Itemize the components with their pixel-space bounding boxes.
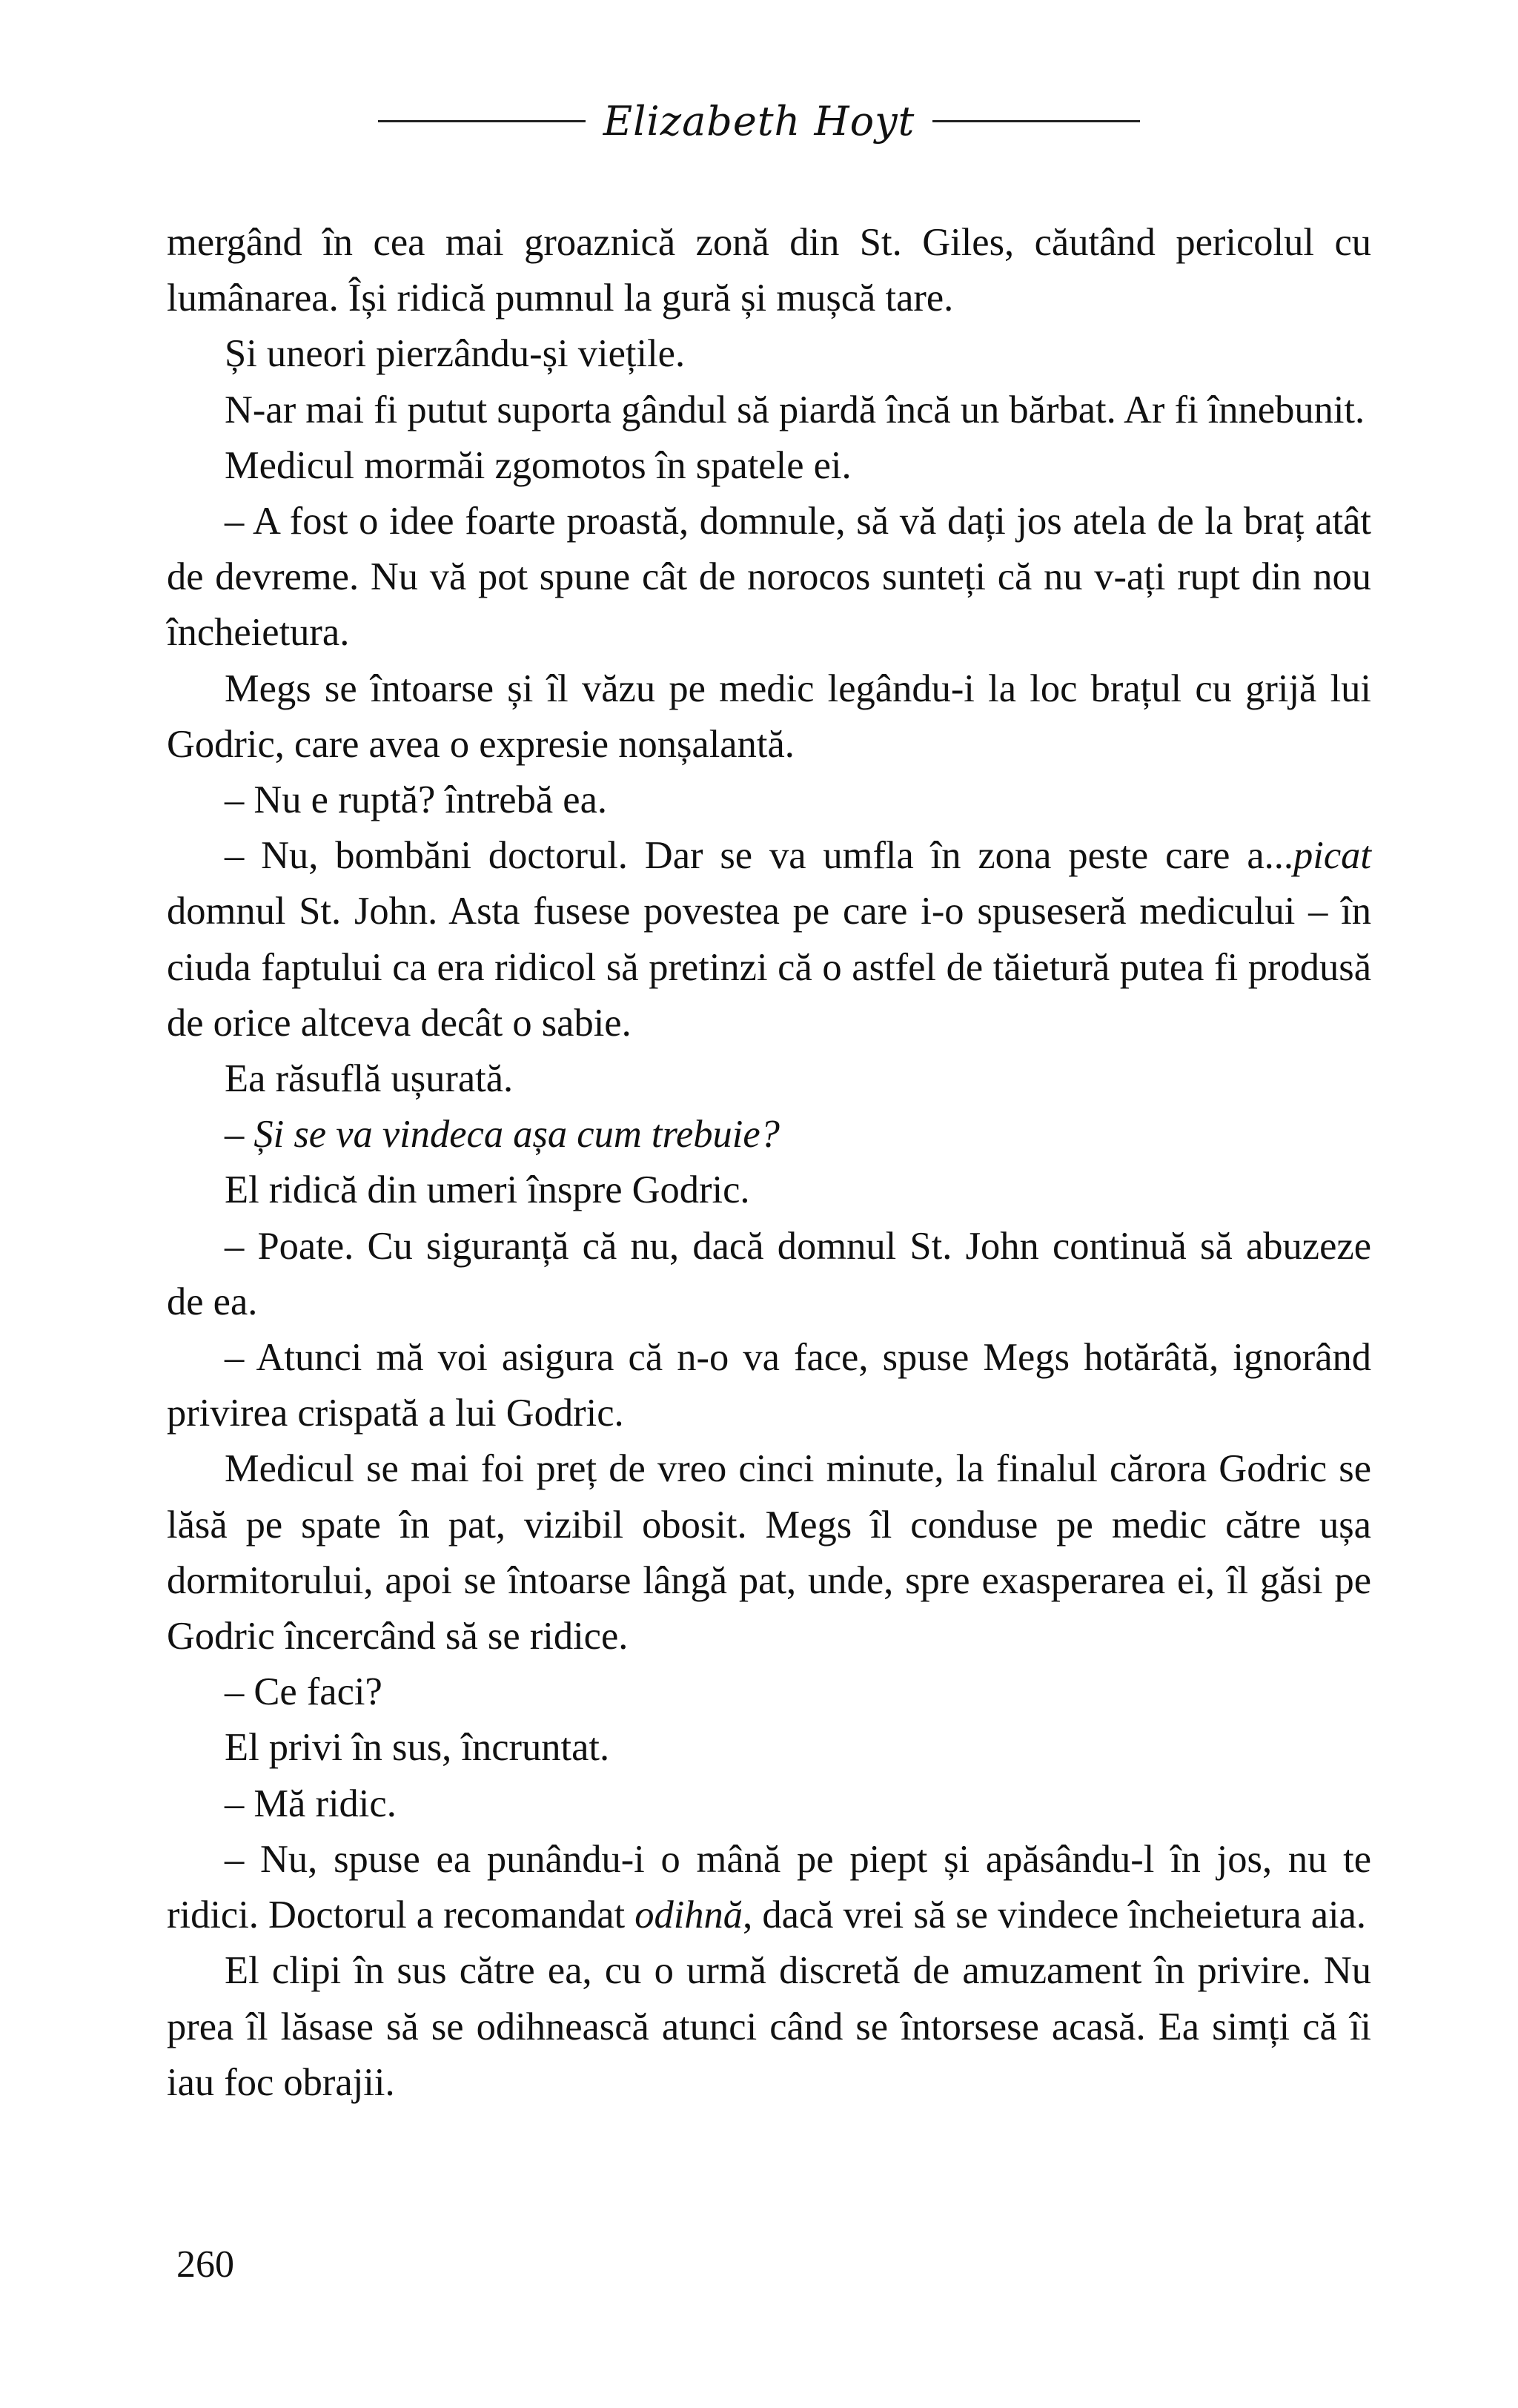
paragraph: El ridică din umeri înspre Godric. [225, 1168, 750, 1212]
paragraph: N-ar mai fi putut suporta gândul să piardă încă un bărbat. Ar fi înnebunit. [225, 388, 1365, 431]
body-text [167, 215, 1371, 2111]
header-rule-left [378, 120, 586, 122]
italic-emphasis: Și se va vindeca așa cum trebuie? [253, 1113, 780, 1157]
paragraph: Medicul se mai foi preț de vreo cinci minute, la finalul cărora Godric se lăsă pe spate în pat, vizibil obosit. Megs îl conduse pe medic către ușa dormitorului, apoi se întoarse lângă pat, unde, spre exasperarea ei, îl găsi pe Godric încercând să se ridice. [167, 1447, 1371, 1658]
paragraph: El clipi în sus către ea, cu o urmă discretă de amuzament în privire. Nu prea îl lăsase să se odihnească atunci când se întorsese acasă. Ea simți că îi iau foc obrajii. [167, 1949, 1371, 2104]
paragraph: Și uneori pierzându-și viețile. [225, 332, 686, 376]
paragraph: El privi în sus, încruntat. [225, 1726, 610, 1770]
page-number: 260 [176, 2243, 234, 2286]
header-rule-right [932, 120, 1140, 122]
dialogue-paragraph: – Și se va vindeca așa cum trebuie? [225, 1113, 780, 1157]
running-head-author: Elizabeth Hoyt [603, 97, 915, 145]
dialogue-paragraph: – Atunci mă voi asigura că n-o va face, spuse Megs hotărâtă, ignorând privirea crispată a lui Godric. [167, 1336, 1371, 1435]
italic-emphasis: odihnă [634, 1893, 743, 1937]
paragraph: mergând în cea mai groaznică zonă din St. Giles, căutând pericolul cu lumânarea. Își ridică pumnul la gură și mușcă tare. [167, 221, 1371, 320]
paragraph: Medicul mormăi zgomotos în spatele ei. [225, 443, 852, 487]
dialogue-paragraph: – Ce faci? [225, 1670, 382, 1714]
dialogue-paragraph: – Poate. Cu siguranță că nu, dacă domnul St. John continuă să abuzeze de ea. [167, 1224, 1371, 1323]
dialogue-paragraph: – A fost o idee foarte proastă, domnule, să vă dați jos atela de la braț atât de devreme. Nu vă pot spune cât de norocos sunteți că nu v-ați rupt din nou încheietura. [167, 500, 1371, 655]
page-header [0, 87, 1518, 154]
paragraph: Megs se întoarse și îl văzu pe medic legându-i la loc brațul cu grijă lui Godric, care avea o expresie nonșalantă. [167, 666, 1371, 766]
dialogue-paragraph: – Nu, bombăni doctorul. Dar se va umfla în zona peste care a...picat domnul St. John. Asta fusese povestea pe care i-o spuseseră medicului – în ciuda faptului ca era ridicol să pretinzi că o astfel de tăietură putea fi produsă de orice altceva decât o sabie. [167, 834, 1371, 1045]
dialogue-paragraph: – Nu e ruptă? întrebă ea. [225, 778, 608, 822]
italic-emphasis: picat [1293, 834, 1371, 878]
dialogue-paragraph: – Nu, spuse ea punându-i o mână pe piept și apăsându-l în jos, nu te ridici. Doctorul a recomandat odihnă, dacă vrei să se vindece încheietura aia. [167, 1837, 1371, 1937]
dialogue-paragraph: – Mă ridic. [225, 1782, 397, 1825]
paragraph: Ea răsuflă ușurată. [225, 1057, 514, 1101]
